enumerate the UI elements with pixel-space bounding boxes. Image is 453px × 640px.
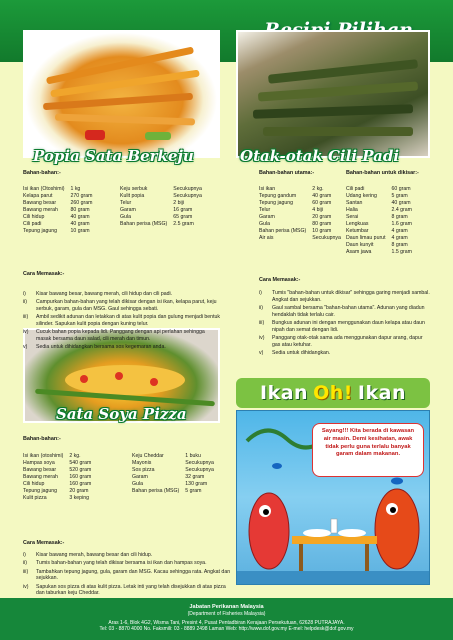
ingredient-row (120, 193, 208, 200)
ingredient-row (346, 228, 418, 235)
ingredient-row (120, 214, 208, 221)
ingredient-amount: 2.4 gram (391, 207, 412, 214)
ingredient-name: Isi ikan (259, 186, 276, 192)
ingredient-amount: 5 gram (391, 193, 408, 200)
step-text: Tambahkan tepung jagung, gula, garam dan MSG. Kacau sehingga rata. Angkat dan sejukkan. (36, 568, 231, 582)
ingredient-name: Lengkuas (346, 221, 369, 228)
method-step (23, 552, 233, 559)
ingredient-row (259, 228, 347, 235)
ingredient-row (259, 200, 347, 207)
ingredient-row (120, 186, 208, 193)
ingredient-amount: 2.5 gram (173, 221, 194, 228)
ingredient-name: Keju serbuk (120, 186, 148, 192)
popia-ingredients-label: Bahan-bahan:- (23, 170, 61, 176)
step-number: i) (23, 552, 26, 558)
ingredient-row (346, 186, 418, 193)
ingredient-amount: 2 kg. (69, 453, 81, 459)
popia-ingredients-col2 (120, 186, 208, 228)
otak-steps (259, 290, 431, 358)
ingredient-row (259, 214, 347, 221)
ingredient-row (23, 228, 98, 235)
ingredient-row (23, 221, 98, 228)
ingredient-name: Sos pizza (132, 467, 155, 474)
ingredient-row (23, 488, 97, 495)
ingredient-name: Gula (132, 481, 143, 488)
ingredient-amount: Secukupnya (312, 235, 341, 242)
step-number: iii) (23, 314, 29, 321)
step-text: Sedia untuk dihidangkan bersama sos kegemaran anda. (36, 344, 166, 351)
ingredient-row (23, 200, 98, 207)
sata-ingredients-label: Bahan-bahan:- (23, 436, 61, 442)
ingredient-name: Udang kering (346, 193, 377, 200)
ingredient-name: Kulit popia (120, 193, 145, 200)
ingredient-amount: 40 gram (312, 193, 332, 200)
ingredient-row (132, 474, 220, 481)
ingredient-amount: 16 gram (173, 207, 193, 214)
popia-steps (23, 291, 221, 353)
sata-ingredients-col1 (23, 453, 97, 502)
sata-pizza-title: Sata Soya Pizza (56, 405, 187, 423)
footer (0, 598, 453, 640)
ingredient-name: Cili hidup (23, 481, 45, 488)
fish-character-right-icon (375, 489, 419, 569)
step-text: Kisar bawang besar, bawang merah, cili hidup dan cili padi. (36, 291, 173, 297)
step-text: Ambil sedikit adunan dan letakkan di atas kulit popia dan gulung menjadi bentuk silinder. Sapukan kulit popia dengan kuning telur. (36, 314, 220, 327)
ingredient-row (346, 242, 418, 249)
ingredient-row (23, 460, 97, 467)
ingredient-row (346, 207, 418, 214)
otak-main-ingredients (259, 186, 347, 242)
method-step (23, 291, 221, 298)
sata-ingredients-col2 (132, 453, 220, 495)
footer-org-name: Jabatan Perikanan Malaysia (189, 604, 264, 610)
method-step (23, 560, 233, 567)
otak-main-label: Bahan-bahan utama:- (259, 170, 315, 176)
ingredient-name: Bawang besar (23, 200, 57, 207)
ingredient-amount: 20 gram (69, 488, 89, 495)
ingredient-amount: 130 gram (185, 481, 208, 488)
ingredient-amount: 2 biji (173, 200, 184, 207)
ingredient-row (346, 214, 418, 221)
ingredient-row (259, 193, 347, 200)
ingredient-row (259, 221, 347, 228)
step-text: Cucuk bahan popia kepada lidi. Panggang dengan api perlahan sehingga masak bersama daun salad, cili merah dan timun. (36, 329, 205, 342)
ingredient-row (346, 200, 418, 207)
ingredient-name: Air ais (259, 235, 274, 242)
ingredient-amount: 1 kg (70, 186, 81, 192)
ingredient-row (259, 186, 347, 193)
ingredient-amount: 1.5 gram (391, 249, 412, 256)
ingredient-amount: 520 gram (69, 467, 92, 474)
ingredient-amount: 5 gram (185, 488, 202, 495)
ingredient-amount: 60 gram (312, 200, 332, 207)
footer-address: Aras 1-6, Blok 4G2, Wisma Tani, Presint 4, Pusat Pentadbiran Kerajaan Persekutuan, 62628 PUTRAJAYA. (108, 619, 345, 626)
ingredient-amount: 10 gram (70, 228, 90, 235)
ingredient-name: Telur (120, 200, 132, 207)
ingredient-row (346, 235, 418, 242)
method-step (23, 344, 221, 351)
method-step (259, 320, 431, 334)
ingredient-name: Cili padi (346, 186, 365, 192)
otak-otak-title: Otak-otak Cili Padi (240, 147, 400, 165)
ikan-oh-ikan-banner (236, 378, 430, 408)
ingredient-row (120, 221, 208, 228)
popia-photo (23, 30, 220, 158)
ingredient-row (346, 249, 418, 256)
ingredient-name: Isi ikan (otoshimi) (23, 453, 64, 459)
ingredient-amount: 540 gram (69, 460, 92, 467)
ingredient-name: Hampas soya (23, 460, 55, 467)
ingredient-name: Bahan perisa (MSG) (132, 488, 180, 495)
step-number: ii) (259, 305, 264, 311)
ingredient-amount: 8 gram (391, 242, 408, 249)
method-step (259, 335, 431, 349)
ingredient-row (23, 474, 97, 481)
ingredient-amount: 40 gram (391, 200, 411, 207)
ingredient-amount: 160 gram (69, 481, 92, 488)
ingredient-name: Tepung jagung (23, 228, 58, 235)
ingredient-name: Bawang merah (23, 207, 58, 214)
ingredient-name: Isi ikan (Otoshimi) (23, 186, 65, 192)
ingredient-name: Bawang merah (23, 474, 58, 481)
ingredient-name: Serai (346, 214, 359, 221)
ingredient-name: Telur (259, 207, 271, 214)
ingredient-amount: 4 gram (391, 228, 408, 235)
ingredient-name: Bahan perisa (MSG) (120, 221, 168, 228)
step-text: Bungkus adunan ini dengan menggunakan daun kelapa atau daun nipah dan semat dengan lidi. (272, 320, 425, 333)
otak-method-label: Cara Memasak:- (259, 277, 301, 283)
ingredient-row (120, 207, 208, 214)
step-number: iii) (23, 568, 29, 575)
footer-org-name-en: (Department of Fisheries Malaysia) (187, 611, 266, 618)
ingredient-row (132, 467, 220, 474)
ingredient-amount: 4 biji (312, 207, 323, 214)
ingredient-row (23, 495, 97, 502)
ingredient-name: Gula (120, 214, 131, 221)
ingredient-row (23, 214, 98, 221)
step-number: v) (259, 350, 264, 356)
ingredient-row (132, 460, 220, 467)
step-number: v) (23, 344, 28, 351)
ingredient-name: Tepung gandum (259, 193, 297, 200)
speech-bubble: Sayang!!! Kita berada di kawasan air masin. Demi kesihatan, awak tidak perlu guna terlalu banyak garam dalam makanan. (312, 423, 424, 477)
ingredient-amount: 3 keping (69, 495, 89, 502)
popia-ingredients-col1 (23, 186, 98, 235)
step-number: iv) (259, 335, 265, 341)
step-number: ii) (23, 560, 28, 567)
popia-title: Popia Sata Berkeju (33, 147, 194, 165)
ingredient-name: Mayonis (132, 460, 152, 467)
ingredient-row (259, 235, 347, 242)
step-text: Sapukan sos pizza di atas kulit pizza. Letak inti yang telah disejukkan di atas pizza dan taburkan keju Cheddar. (36, 583, 226, 597)
step-number: i) (259, 290, 262, 296)
method-step (23, 299, 221, 313)
sata-method-label: Cara Memasak:- (23, 540, 65, 546)
ingredient-amount: 8 gram (391, 214, 408, 221)
ingredient-row (23, 186, 98, 193)
banner-word-ikan: Ikan (260, 381, 309, 404)
ingredient-row (259, 207, 347, 214)
ingredient-amount: 20 gram (312, 214, 332, 221)
ingredient-amount: 80 gram (312, 221, 332, 228)
method-step (23, 314, 221, 328)
ingredient-amount: 60 gram (391, 186, 411, 192)
ingredient-name: Keju Cheddar (132, 453, 164, 459)
ingredient-name: Tepung jagung (23, 488, 58, 495)
ingredient-amount: 40 gram (70, 221, 90, 228)
ingredient-row (120, 200, 208, 207)
ingredient-amount: Secukupnya (185, 460, 214, 467)
ingredient-name: Bahan perisa (MSG) (259, 228, 307, 235)
plate-icon (303, 529, 331, 537)
method-step (259, 305, 431, 319)
step-number: iii) (259, 320, 265, 326)
ingredient-row (23, 453, 97, 460)
ingredient-amount: 2 kg. (312, 186, 324, 192)
ingredient-name: Cili padi (23, 221, 42, 228)
step-text: Tumis "bahan-bahan untuk dikisar" sehingga garing menjadi sambal. Angkat dan sejukkan. (272, 290, 430, 303)
ingredient-amount: Secukupnya (173, 193, 202, 200)
ingredient-amount: 65 gram (173, 214, 193, 221)
step-text: Panggang otak-otak sama ada menggunakan dapur arang, dapur gas atau ketuhar. (272, 335, 423, 348)
ingredient-name: Daun kunyit (346, 242, 374, 249)
ingredient-amount: 1 buku (185, 453, 201, 459)
ingredient-row (346, 221, 418, 228)
ingredient-name: Garam (259, 214, 275, 221)
ingredient-name: Gula (259, 221, 270, 228)
step-number: ii) (23, 299, 28, 306)
ingredient-name: Santan (346, 200, 363, 207)
ingredient-amount: 270 gram (70, 193, 93, 200)
ingredient-amount: 160 gram (69, 474, 92, 481)
ingredient-name: Daun limau purut (346, 235, 386, 242)
ingredient-name: Cili hidup (23, 214, 45, 221)
method-step (23, 569, 233, 583)
ingredient-amount: 10 gram (312, 228, 332, 235)
ingredient-row (23, 207, 98, 214)
step-text: Kisar bawang merah, bawang besar dan cili hidup. (36, 552, 153, 558)
ingredient-amount: Secukupnya (185, 467, 214, 474)
table-icon (292, 536, 377, 544)
step-text: Tumis bahan-bahan yang telah dikisar bersama isi ikan dan hampas soya. (36, 560, 207, 567)
small-fish-icon (391, 478, 403, 485)
footer-contact: Tel: 03 - 8870 4000 No. Faksmili: 03 - 8889 2498 Laman Web: http://www.dof.gov.my E-mel: helpdesk@dof.gov.my (99, 626, 354, 633)
method-step (259, 350, 431, 357)
ingredient-name: Garam (120, 207, 136, 214)
step-number: iv) (23, 329, 29, 336)
ingredient-amount: 40 gram (70, 214, 90, 221)
otak-blend-label: Bahan-bahan untuk dikisar:- (346, 170, 419, 176)
ingredient-amount: 4 gram (391, 235, 408, 242)
ingredient-amount: Secukupnya (173, 186, 202, 192)
step-text: Sedia untuk dihidangkan. (272, 350, 331, 356)
ingredient-amount: 260 gram (70, 200, 93, 207)
ingredient-row (346, 193, 418, 200)
salt-shaker-icon (331, 519, 337, 533)
small-fish-icon (272, 463, 282, 469)
popia-method-label: Cara Memasak:- (23, 271, 65, 277)
step-text: Gaul sambal bersama "bahan-bahan utama". Adunan yang diadun hendaklah tidak terlalu cair. (272, 305, 425, 318)
banner-word-ikan-2: Ikan (357, 381, 406, 404)
ingredient-amount: 1.6 gram (391, 221, 412, 228)
ingredient-name: Asam jawa (346, 249, 372, 256)
method-step (259, 290, 431, 304)
fish-character-left-icon (249, 493, 289, 569)
ingredient-amount: 32 gram (185, 474, 205, 481)
method-step (23, 584, 233, 598)
plate-icon (338, 529, 366, 537)
otak-otak-photo (236, 30, 430, 158)
ingredient-name: Kulit pizza (23, 495, 47, 502)
ingredient-name: Tepung jagung (259, 200, 294, 207)
ingredient-row (132, 481, 220, 488)
step-text: Campurkan bahan-bahan yang telah dikisar dengan isi ikan, kelapa parut, keju serbuk, garam, gula dan MSG. Gaul sehingga sebati. (36, 299, 217, 312)
ingredient-row (132, 453, 220, 460)
method-step (23, 329, 221, 343)
ingredient-row (23, 193, 98, 200)
ingredient-name: Halia (346, 207, 358, 214)
ingredient-row (23, 481, 97, 488)
step-number: i) (23, 291, 26, 297)
step-number: iv) (23, 583, 29, 590)
ingredient-row (132, 488, 220, 495)
ingredient-name: Garam (132, 474, 148, 481)
ingredient-amount: 80 gram (70, 207, 90, 214)
ingredient-name: Bawang besar (23, 467, 57, 474)
ingredient-name: Kelapa parut (23, 193, 53, 200)
otak-blend-ingredients (346, 186, 418, 256)
banner-word-oh: Oh! (313, 381, 353, 404)
ingredient-row (23, 467, 97, 474)
ingredient-name: Ketumbar (346, 228, 369, 235)
